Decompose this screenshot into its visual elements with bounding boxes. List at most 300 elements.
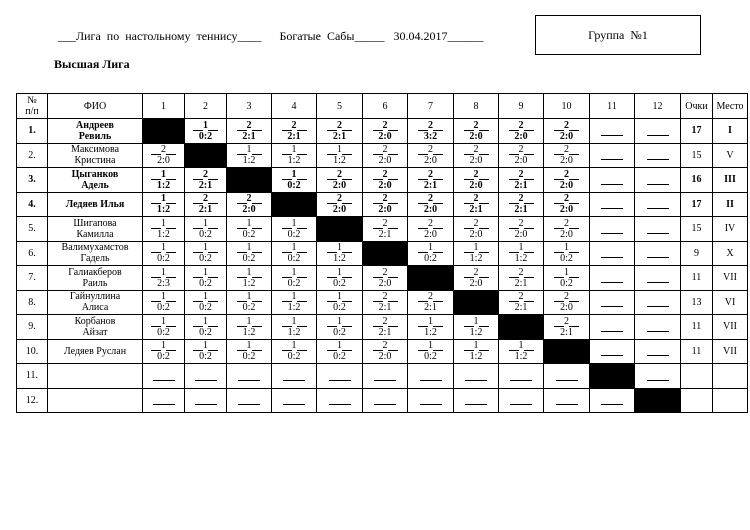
match-points-value: 1	[337, 266, 342, 278]
match-points-value: 1	[161, 291, 166, 303]
match-result-cell	[363, 143, 408, 168]
empty-match-cell	[590, 266, 635, 291]
match-result-cell	[544, 290, 590, 315]
col-header-num: № п/п	[17, 94, 48, 119]
match-points	[363, 193, 407, 204]
match-result-cell	[363, 119, 408, 144]
blank-line	[510, 368, 532, 381]
match-points-value: 2	[428, 193, 433, 205]
match-result-cell	[363, 168, 408, 193]
table-row	[17, 192, 748, 217]
match-points-value: 2	[203, 168, 208, 180]
match-result-cell	[454, 119, 499, 144]
blank-line	[601, 123, 623, 136]
match-result-cell	[499, 119, 544, 144]
match-points	[499, 193, 543, 204]
blank-line	[153, 392, 175, 405]
match-points-value: 1	[337, 291, 342, 303]
match-score: 2:1	[378, 326, 392, 338]
match-result-cell	[363, 339, 408, 364]
match-score: 2:0	[514, 130, 528, 142]
match-points	[408, 291, 453, 302]
match-result-cell	[544, 315, 590, 340]
player-name-line1: Шигапова	[73, 217, 117, 229]
match-score: 0:2	[424, 253, 437, 265]
blank-line	[153, 368, 175, 381]
match-score: 1:2	[514, 253, 528, 265]
match-score: 2:1	[198, 179, 213, 191]
final-place: V	[713, 143, 748, 168]
match-score: 2:0	[559, 204, 574, 216]
match-points	[227, 193, 271, 204]
match-result-cell	[363, 315, 408, 340]
match-points	[185, 193, 226, 204]
empty-match-cell	[635, 119, 681, 144]
match-points	[185, 120, 226, 131]
match-score: 2:0	[560, 302, 573, 314]
self-match-cell	[544, 339, 590, 364]
match-points	[227, 120, 271, 131]
match-points	[363, 120, 407, 131]
match-points-value: 2	[518, 168, 524, 180]
empty-match-cell	[185, 388, 227, 413]
player-name-line1: Ледяев Руслан	[63, 345, 127, 357]
match-score: 2:1	[469, 204, 483, 216]
match-points-value: 2	[428, 144, 433, 156]
blank-line	[238, 392, 260, 405]
match-score: 0:2	[560, 277, 573, 289]
row-number: 2.	[17, 143, 48, 168]
match-score: 1:2	[514, 351, 528, 363]
match-result-cell	[272, 290, 317, 315]
match-points	[317, 169, 362, 180]
match-result-cell	[317, 315, 363, 340]
empty-match-cell	[544, 364, 590, 389]
blank-line	[647, 343, 669, 356]
blank-line	[601, 294, 623, 307]
match-points-value: 1	[246, 266, 252, 278]
match-points-value: 2	[473, 168, 479, 180]
table-row	[17, 168, 748, 193]
match-score: 2:0	[423, 204, 438, 216]
match-points	[185, 316, 226, 327]
match-points	[272, 340, 316, 351]
match-points-value: 1	[337, 340, 342, 352]
empty-match-cell	[363, 364, 408, 389]
self-match-cell	[363, 241, 408, 266]
total-points: 11	[681, 266, 713, 291]
match-points	[143, 193, 184, 204]
player-name	[48, 217, 143, 242]
match-score: 1:2	[157, 228, 170, 240]
match-points-value: 2	[382, 144, 388, 156]
match-score: 0:2	[287, 228, 301, 240]
blank-line	[556, 392, 578, 405]
match-result-cell	[185, 315, 227, 340]
player-name-line1: Валимухамстов	[61, 242, 129, 254]
match-result-cell	[185, 339, 227, 364]
match-points-value: 1	[161, 168, 166, 180]
match-points-value: 1	[161, 217, 166, 229]
blank-line	[647, 319, 669, 332]
player-name	[48, 315, 143, 340]
total-points: 9	[681, 241, 713, 266]
match-points	[317, 267, 362, 278]
self-match-cell	[454, 290, 499, 315]
player-name-line2: Раиль	[82, 277, 108, 289]
blank-line	[601, 319, 623, 332]
row-number: 7.	[17, 266, 48, 291]
empty-match-cell	[635, 339, 681, 364]
player-name-line1: Корбанов	[74, 315, 116, 327]
match-score: 2:1	[378, 302, 392, 314]
league-name: Лига по настольному теннису	[76, 29, 238, 43]
match-points	[272, 169, 316, 180]
empty-match-cell	[590, 143, 635, 168]
blank-line	[556, 368, 578, 381]
match-points-value: 2	[161, 144, 166, 156]
match-score: 1:2	[287, 302, 301, 314]
match-points	[454, 169, 498, 180]
match-points-value: 2	[518, 193, 524, 205]
match-points	[317, 316, 362, 327]
match-points	[363, 218, 407, 229]
col-header-opponent: 1	[143, 94, 185, 119]
match-result-cell	[272, 168, 317, 193]
empty-match-cell	[544, 388, 590, 413]
player-name	[48, 168, 143, 193]
event-header: ___Лига по настольному теннису____ Богатые Сабы_____ 30.04.2017______	[58, 29, 484, 43]
results-table	[16, 93, 748, 413]
match-points	[544, 218, 589, 229]
match-points	[272, 316, 316, 327]
match-points-value: 2	[564, 193, 569, 205]
blank-line	[647, 147, 669, 160]
match-points-value: 2	[518, 266, 524, 278]
col-header-opponent: 7	[408, 94, 454, 119]
match-points-value: 1	[246, 217, 252, 229]
match-result-cell	[185, 241, 227, 266]
match-result-cell	[227, 143, 272, 168]
blank-line	[374, 392, 396, 405]
match-points-value: 1	[518, 340, 524, 352]
self-match-cell	[317, 217, 363, 242]
match-points-value: 2	[564, 119, 569, 131]
match-result-cell	[143, 217, 185, 242]
match-result-cell	[544, 192, 590, 217]
empty-match-cell	[272, 364, 317, 389]
player-name-line1: Ледяев Илья	[65, 198, 125, 210]
col-header-opponent: 4	[272, 94, 317, 119]
match-result-cell	[185, 217, 227, 242]
match-score: 2:0	[424, 228, 437, 240]
match-points-value: 1	[161, 266, 166, 278]
match-score: 0:2	[287, 277, 301, 289]
match-points	[408, 340, 453, 351]
table-row	[17, 266, 748, 291]
match-score: 1:2	[333, 253, 346, 265]
match-score: 1:2	[156, 179, 171, 191]
empty-match-cell	[590, 217, 635, 242]
match-points	[272, 267, 316, 278]
match-score: 0:2	[333, 326, 346, 338]
match-points-value: 2	[473, 193, 479, 205]
empty-match-cell	[317, 388, 363, 413]
match-points	[272, 291, 316, 302]
match-points	[544, 267, 589, 278]
match-result-cell	[143, 241, 185, 266]
final-place: III	[713, 168, 748, 193]
match-result-cell	[317, 241, 363, 266]
player-name-line1: Гайнуллина	[69, 291, 121, 303]
match-score: 2:0	[378, 351, 392, 363]
col-header-place: Место	[713, 94, 748, 119]
match-result-cell	[317, 143, 363, 168]
self-match-cell	[590, 364, 635, 389]
empty-match-cell	[185, 364, 227, 389]
match-score: 2:0	[378, 204, 392, 216]
match-score: 2:1	[560, 326, 573, 338]
player-name	[48, 339, 143, 364]
match-score: 1:2	[287, 326, 301, 338]
empty-match-cell	[635, 315, 681, 340]
match-score: 1:2	[242, 277, 256, 289]
total-points: 11	[681, 315, 713, 340]
match-points	[454, 193, 498, 204]
match-score: 1:2	[333, 155, 346, 167]
match-result-cell	[143, 315, 185, 340]
match-result-cell	[408, 241, 454, 266]
total-points: 17	[681, 119, 713, 144]
blank-line	[647, 196, 669, 209]
match-points-value: 1	[291, 144, 297, 156]
table-row	[17, 241, 748, 266]
match-result-cell	[272, 339, 317, 364]
total-points	[681, 388, 713, 413]
match-points-value: 1	[161, 315, 166, 327]
row-number: 6.	[17, 241, 48, 266]
row-number: 3.	[17, 168, 48, 193]
match-points	[143, 144, 184, 155]
match-result-cell	[317, 339, 363, 364]
table-row	[17, 119, 748, 144]
group-number: 1	[641, 27, 648, 42]
match-points	[408, 218, 453, 229]
match-points-value: 2	[518, 291, 524, 303]
blank-line	[647, 270, 669, 283]
blank-line	[601, 343, 623, 356]
blank-line	[647, 294, 669, 307]
blank-line	[601, 172, 623, 185]
table-row	[17, 339, 748, 364]
match-points-value: 2	[382, 340, 388, 352]
match-result-cell	[499, 192, 544, 217]
empty-match-cell	[499, 388, 544, 413]
match-points-value: 1	[246, 144, 252, 156]
col-header-opponent: 5	[317, 94, 363, 119]
match-points-value: 1	[337, 315, 342, 327]
match-points	[454, 340, 498, 351]
match-result-cell	[408, 339, 454, 364]
match-points	[317, 144, 362, 155]
match-points	[454, 144, 498, 155]
player-name	[48, 388, 143, 413]
match-result-cell	[499, 217, 544, 242]
empty-match-cell	[143, 388, 185, 413]
player-name	[48, 143, 143, 168]
match-points	[272, 242, 316, 253]
match-score: 0:2	[560, 253, 573, 265]
match-result-cell	[363, 290, 408, 315]
match-score: 0:2	[199, 302, 212, 314]
match-points	[544, 193, 589, 204]
empty-match-cell	[454, 388, 499, 413]
match-points	[363, 340, 407, 351]
match-result-cell	[408, 168, 454, 193]
match-points	[499, 267, 543, 278]
match-score: 0:2	[199, 326, 212, 338]
match-score: 2:0	[378, 179, 392, 191]
match-score: 0:2	[199, 228, 212, 240]
match-points-value: 2	[203, 193, 208, 205]
self-match-cell	[185, 143, 227, 168]
player-name-line2: Алиса	[81, 302, 109, 314]
match-points	[454, 267, 498, 278]
match-score: 2:0	[157, 155, 170, 167]
col-header-opponent: 3	[227, 94, 272, 119]
match-score: 2:1	[242, 130, 256, 142]
match-points-value: 1	[473, 315, 479, 327]
match-result-cell	[185, 266, 227, 291]
match-result-cell	[143, 266, 185, 291]
empty-match-cell	[227, 364, 272, 389]
empty-match-cell	[408, 364, 454, 389]
match-score: 2:0	[469, 130, 483, 142]
match-score: 0:2	[199, 253, 212, 265]
row-number: 4.	[17, 192, 48, 217]
match-points	[408, 242, 453, 253]
col-header-opponent: 9	[499, 94, 544, 119]
match-points-value: 1	[473, 340, 479, 352]
match-points-value: 2	[382, 266, 388, 278]
empty-match-cell	[317, 364, 363, 389]
match-score: 2:1	[514, 277, 528, 289]
blank-line	[647, 172, 669, 185]
total-points: 17	[681, 192, 713, 217]
match-points	[143, 169, 184, 180]
player-name-line1: Цыганков	[71, 168, 119, 180]
final-place	[713, 388, 748, 413]
match-points-value: 2	[564, 168, 569, 180]
match-points	[143, 218, 184, 229]
row-number: 5.	[17, 217, 48, 242]
final-place: X	[713, 241, 748, 266]
match-score: 2:0	[469, 179, 483, 191]
self-match-cell	[408, 266, 454, 291]
match-result-cell	[272, 315, 317, 340]
empty-match-cell	[590, 241, 635, 266]
match-result-cell	[499, 339, 544, 364]
blank-line	[647, 368, 669, 381]
empty-match-cell	[635, 290, 681, 315]
blank-line	[601, 392, 623, 405]
empty-match-cell	[635, 266, 681, 291]
match-result-cell	[317, 266, 363, 291]
match-result-cell	[544, 119, 590, 144]
match-result-cell	[227, 290, 272, 315]
match-points-value: 2	[518, 217, 524, 229]
match-result-cell	[272, 143, 317, 168]
match-points	[143, 340, 184, 351]
player-name	[48, 119, 143, 144]
match-result-cell	[408, 119, 454, 144]
table-row	[17, 388, 748, 413]
match-points	[544, 242, 589, 253]
total-points	[681, 364, 713, 389]
match-points	[454, 316, 498, 327]
total-points: 11	[681, 339, 713, 364]
match-result-cell	[408, 315, 454, 340]
match-points-value: 1	[203, 291, 208, 303]
empty-match-cell	[499, 364, 544, 389]
blank-line	[601, 221, 623, 234]
match-score: 0:2	[287, 351, 301, 363]
match-result-cell	[317, 192, 363, 217]
match-points-value: 2	[246, 193, 252, 205]
empty-match-cell	[143, 364, 185, 389]
match-score: 2:1	[423, 179, 438, 191]
row-number: 9.	[17, 315, 48, 340]
match-points-value: 2	[337, 119, 342, 131]
match-result-cell	[227, 315, 272, 340]
match-points	[185, 218, 226, 229]
match-result-cell	[227, 241, 272, 266]
empty-match-cell	[590, 315, 635, 340]
match-points-value: 1	[203, 217, 208, 229]
match-points-value: 2	[473, 217, 479, 229]
match-points	[408, 144, 453, 155]
table-header-row	[17, 94, 748, 119]
match-result-cell	[227, 217, 272, 242]
match-points	[363, 144, 407, 155]
match-points-value: 1	[203, 119, 208, 131]
match-points-value: 1	[564, 242, 569, 254]
match-result-cell	[499, 143, 544, 168]
player-name	[48, 364, 143, 389]
blank-line	[601, 196, 623, 209]
col-header-opponent: 10	[544, 94, 590, 119]
player-name-line2: Айзат	[82, 326, 108, 338]
col-header-opponent: 6	[363, 94, 408, 119]
empty-match-cell	[408, 388, 454, 413]
match-score: 0:2	[287, 179, 301, 191]
match-score: 0:2	[157, 302, 170, 314]
self-match-cell	[635, 388, 681, 413]
match-points	[499, 291, 543, 302]
match-points	[499, 169, 543, 180]
match-result-cell	[363, 217, 408, 242]
match-points-value: 2	[291, 119, 297, 131]
table-body	[17, 119, 748, 413]
table-row	[17, 217, 748, 242]
match-points-value: 1	[337, 242, 342, 254]
player-name	[48, 266, 143, 291]
empty-match-cell	[227, 388, 272, 413]
match-points	[499, 340, 543, 351]
empty-match-cell	[454, 364, 499, 389]
match-points-value: 2	[382, 168, 388, 180]
final-place: VI	[713, 290, 748, 315]
